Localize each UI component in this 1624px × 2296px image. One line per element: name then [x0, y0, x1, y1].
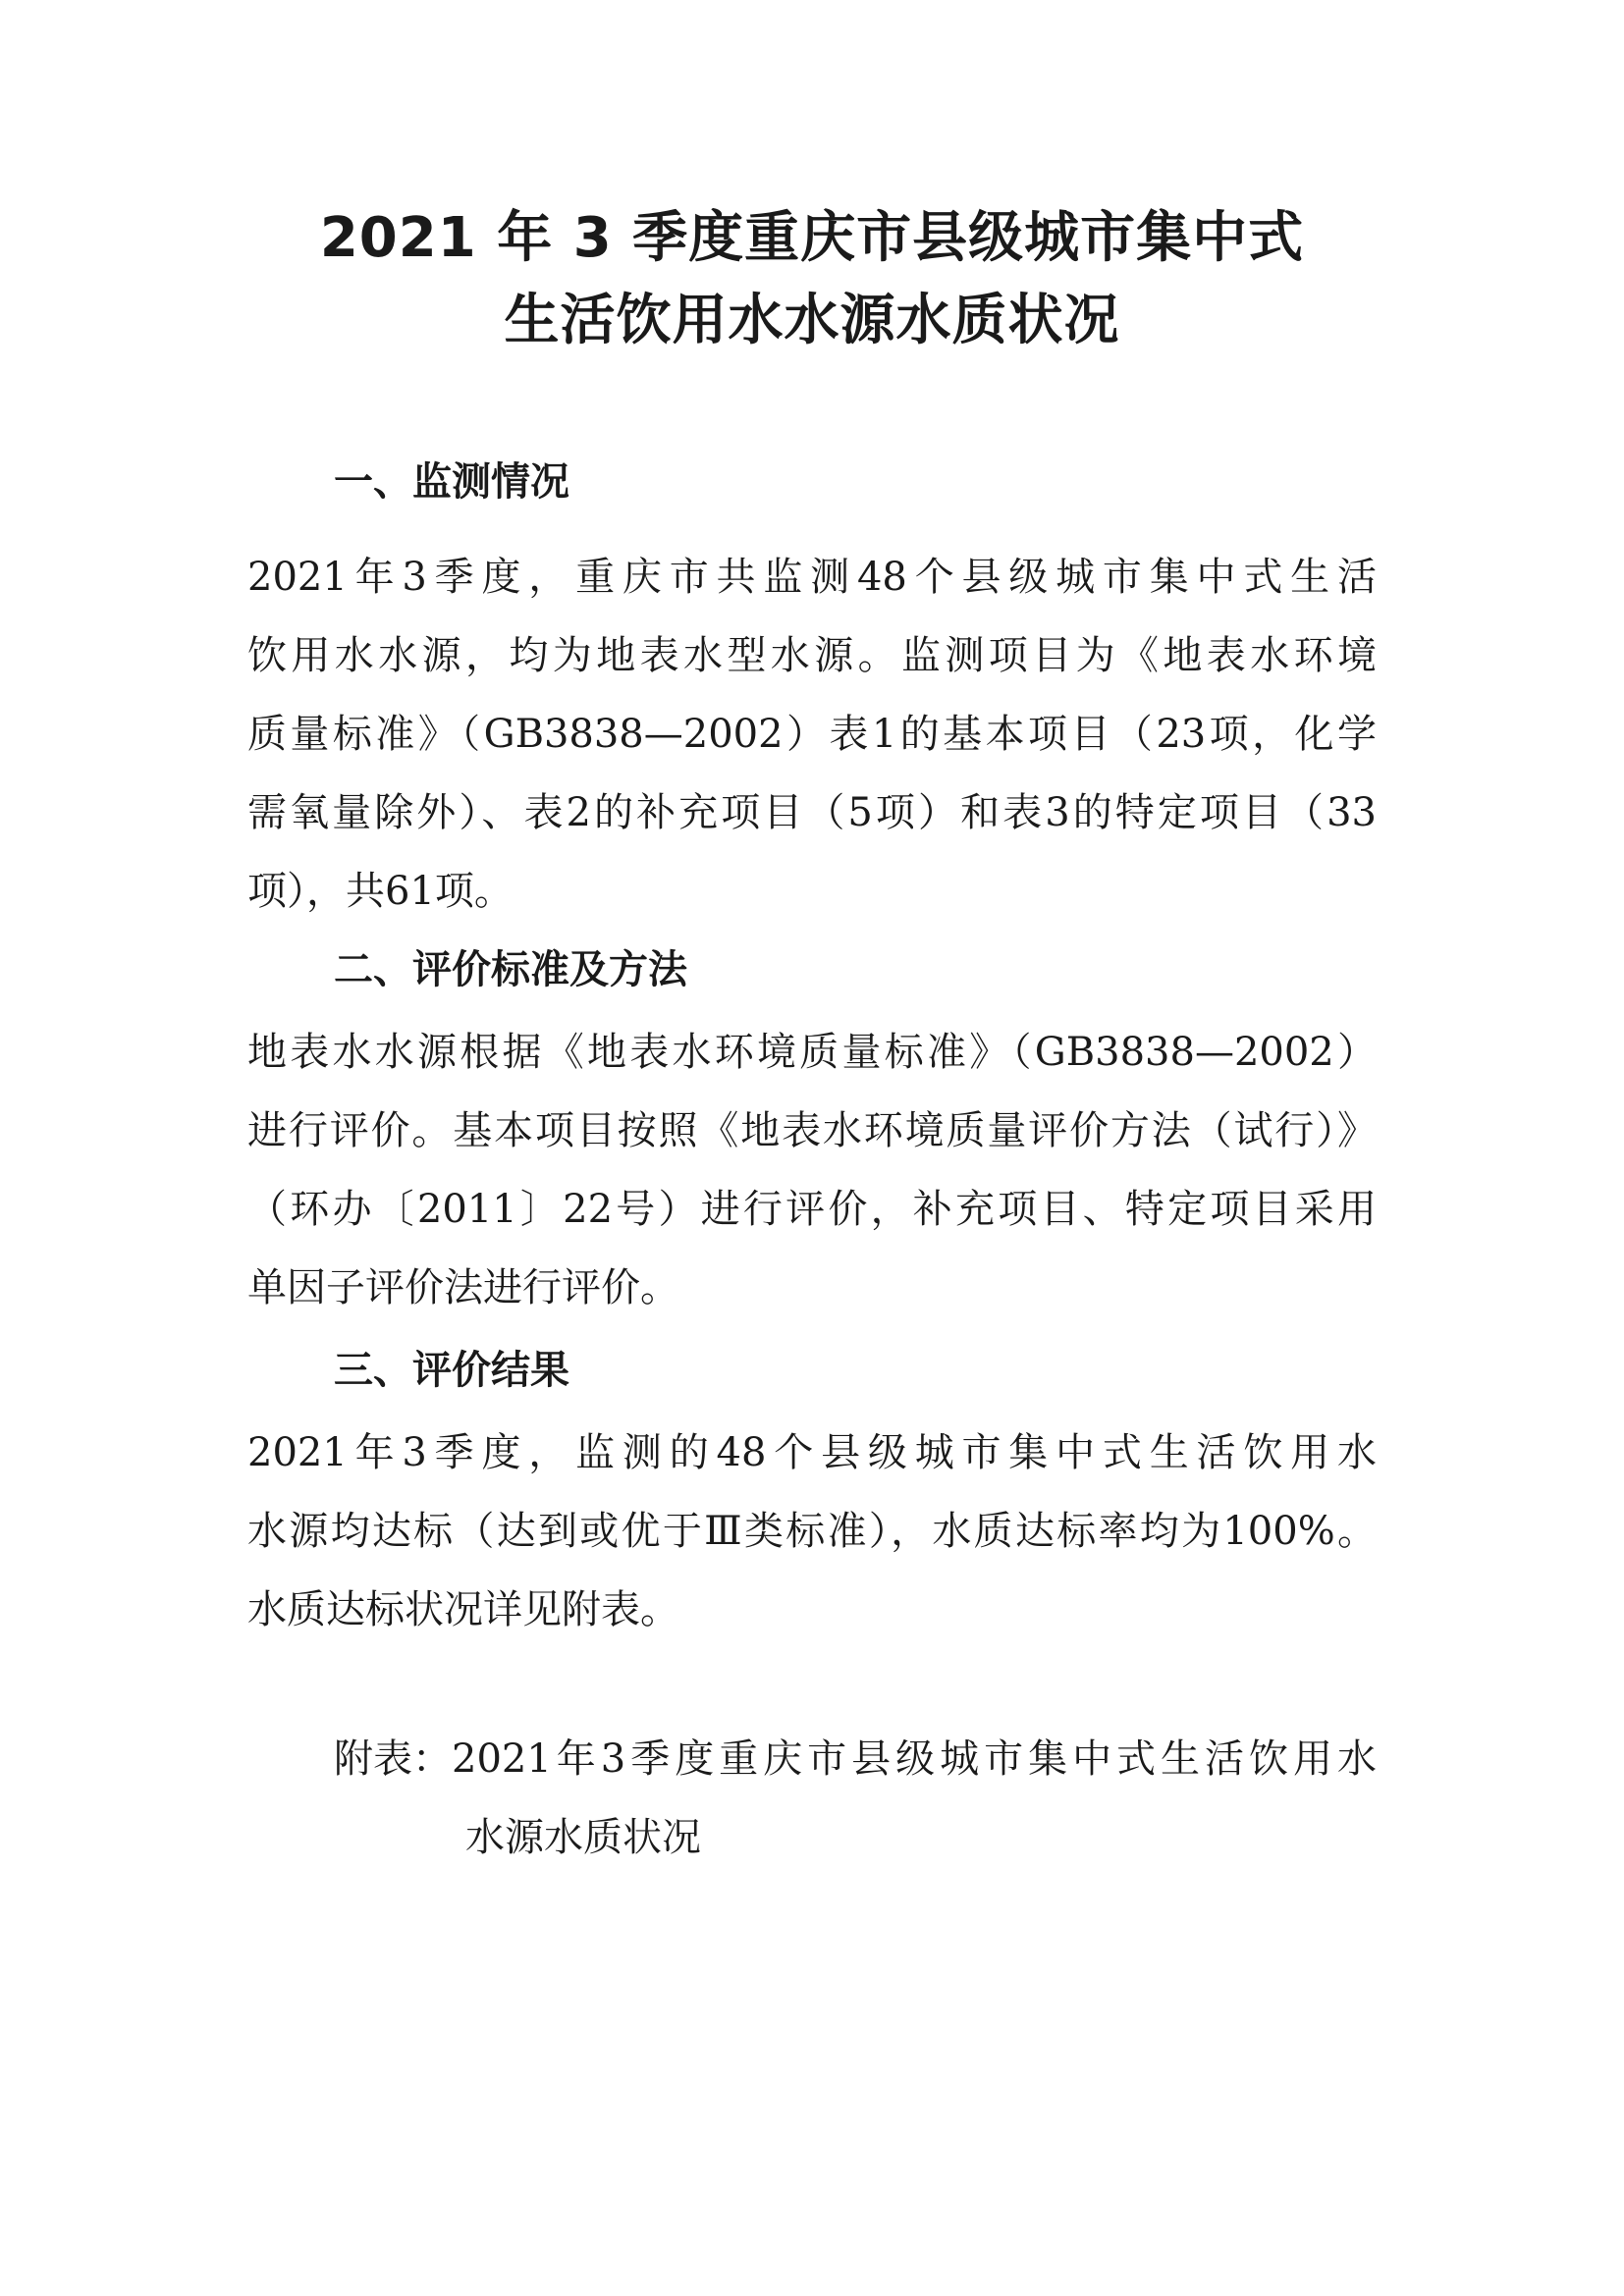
section-1-heading: 一、监测情况 [334, 459, 569, 505]
document-title-line-2: 生活饮用水水源水质状况 [504, 289, 1120, 352]
document-title-line-1: 2021 年 3 季度重庆市县级城市集中式 [319, 206, 1305, 270]
paragraph-line: 单因子评价法进行评价。 [247, 1265, 679, 1310]
section-3-paragraph [247, 1414, 1377, 1649]
attachment-title-line-1: 2021年3季度重庆市县级城市集中式生活饮用水 [452, 1736, 1377, 1782]
section-3-heading: 三、评价结果 [334, 1348, 569, 1393]
attachment-title-line-2: 水源水质状况 [465, 1815, 701, 1860]
paragraph-line: 饮用水水源，均为地表水型水源。监测项目为《地表水环境 [247, 633, 1377, 678]
attachment-note [334, 1720, 1377, 1877]
paragraph-line: 水源均达标（达到或优于Ⅲ类标准），水质达标率均为100%。 [247, 1509, 1377, 1554]
attachment-label: 附表： [334, 1736, 452, 1782]
paragraph-line: 需氧量除外）、表2的补充项目（5项）和表3的特定项目（33 [247, 790, 1377, 835]
paragraph-line: （环办〔2011〕22号）进行评价，补充项目、特定项目采用 [247, 1187, 1377, 1232]
paragraph-line: 2021年3季度，重庆市共监测48个县级城市集中式生活 [247, 555, 1377, 600]
section-1-paragraph [247, 538, 1377, 931]
paragraph-line: 2021年3季度，监测的48个县级城市集中式生活饮用水 [247, 1430, 1377, 1475]
section-2-paragraph [247, 1013, 1377, 1327]
paragraph-line: 进行评价。基本项目按照《地表水环境质量评价方法（试行）》 [247, 1108, 1377, 1153]
section-2-heading: 二、评价标准及方法 [334, 947, 687, 992]
paragraph-line: 地表水水源根据《地表水环境质量标准》（GB3838—2002） [247, 1030, 1377, 1075]
paragraph-line: 质量标准》（GB3838—2002）表1的基本项目（23项，化学 [247, 712, 1377, 757]
paragraph-line: 项），共61项。 [247, 869, 514, 914]
paragraph-line: 水质达标状况详见附表。 [247, 1587, 679, 1632]
